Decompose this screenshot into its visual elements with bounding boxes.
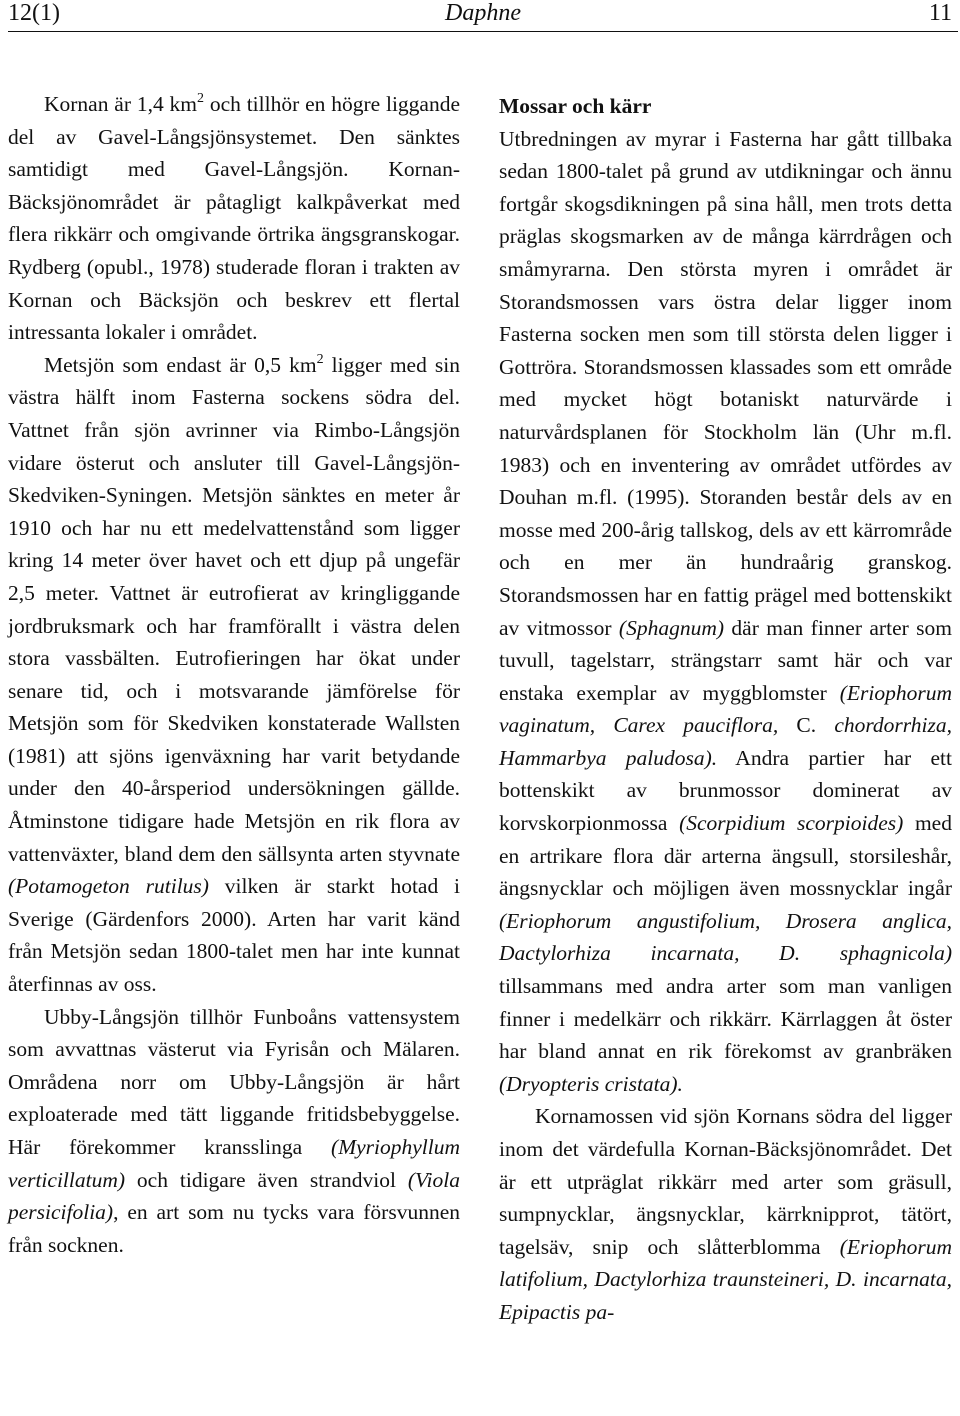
page-number: 11 [928,0,952,26]
text-run: Utbredningen av myrar i Fasterna har gått tillbaka sedan 1800-talet på grund av utdikningar och ännu fortgår skogsdikningen på sina håll, men trots detta präglas skogsmarken av de många kärrdrågen och småmyrarna. Den största myren i området är Storandsmossen vars östra delar ligger inom Fasterna socken men som till största delen ligger i Gottröra. Storandsmossen klassades som ett område med mycket högt botaniskt naturvärde i naturvårdsplanen för Stockholm län (Uhr m.fl. 1983) och en inventering av området utfördes av Douhan m.fl. (1995). Storanden består dels av en mosse med 200-årig tallskog, dels av ett kärrområde och en mer än hundraårig granskog. Storandsmossen har en fattig prägel med bottenskikt av vitmossor [499,126,952,640]
left-column [8,88,460,1261]
text-run: Andra partier har ett bottenskikt av brunmossor dominerat av korvskorpionmossa [499,745,952,836]
superscript: 2 [316,351,324,367]
text-run: tillsammans med andra arter som man vanligen finner i medelkärr och rikkärr. Kärrlaggen åt öster har bland annat en rik förekomst av granbräken [499,974,952,1064]
right-column [499,90,952,1329]
species-name: chordorrhiza, Hammarbya paludosa). [499,713,952,770]
text-run: och tillhör en högre liggande del av Gavel-Långsjönsystemet. Den sänktes samtidigt med Gavel-Långsjön. Kornan-Bäcksjönområdet är påtagligt kalkpåverkat med flera rikkärr och omgivande örtrika ängsgranskogar. Rydberg (opubl., 1978) studerade floran i trakten av Kornan och Bäcksjön och beskrev ett flertal intressanta lokaler i området. [8,92,461,345]
text-run: vilken är starkt hotad i Sverige (Gärdenfors 2000). Arten har varit känd från Metsjön sedan 1800-talet men har inte kunnat återfinnas av oss. [8,874,461,997]
species-name: (Potamogeton rutilus) [8,874,209,899]
paragraph-myrar [499,123,952,1101]
species-name: (Viola persicifolia) [8,1167,460,1225]
text-run: Kornamossen vid sjön Kornans södra del ligger inom det värdefulla Kornan-Bäcksjönområdet. Det är ett utpräglat rikkärr med arter som gräsull, sumpnycklar, ängsnycklar, kärrknipprot, tätört, tagelsäv, snip och slåtterblomma [499,1104,952,1259]
species-name: (Scorpidium scorpioides) [679,811,904,836]
text-run: där man finner arter som tuvull, tagelstarr, strängstarr samt här och var enstaka exemplar av myggblomster [499,615,953,705]
journal-title: Daphne [445,0,521,26]
paragraph-ubby-langsjon [8,1001,460,1262]
species-name: (Eriophorum angustifolium, Drosera anglica, Dactylorhiza incarnata, D. sphagnicola) [499,908,952,966]
text-run: C. [778,713,835,738]
superscript: 2 [197,91,205,106]
text-run: Kornan är 1,4 km [44,92,198,116]
species-name: (Eriophorum vaginatum, Carex pauciflora, [499,680,952,738]
species-name: (Eriophorum latifolium, Dactylorhiza traunsteineri, D. incarnata, Epipactis pa- [499,1234,952,1324]
section-heading: Mossar och kärr [499,94,652,118]
text-run: , en art som nu tycks vara försvunnen från socknen. [8,1200,460,1257]
paragraph-kornamossen [499,1100,952,1328]
running-header [8,0,958,32]
text-run: Metsjön som endast är 0,5 km [44,352,317,377]
text-run: ligger med sin västra hälft inom Fasterna sockens södra del. Vattnet från sjön avrinner via Rimbo-Långsjön vidare österut och ansluter till Gavel-Långsjön-Skedviken-Syningen. Metsjön sänktes en meter år 1910 och har nu ett medelvattenstånd som ligger kring 14 meter över havet och ett djup på ungefär 2,5 meter. Vattnet är eutrofierat av kringliggande jordbruksmark och har framförallt i västra delen stora vassbälten. Eutrofieringen har ökat under senare tid, och i motsvarande jämförelse för Metsjön som för Skedviken konstaterade Wallsten (1981) att sjöns igenväxning har varit betydande under den 40-årsperiod undersökningen gällde. Åtminstone tidigare hade Metsjön en rik flora av vattenväxter, bland dem den sällsynta arten styvnate [8,352,460,866]
paragraph-metsjon [8,349,460,1001]
text-run: och tidigare även strandviol [125,1167,408,1192]
paragraph-kornan [8,88,460,349]
text-run: med en artrikare flora där arterna ängsull, storsileshår, ängsnycklar och möjligen även mossnycklar ingår [499,811,952,901]
species-name: (Sphagnum) [618,615,725,640]
issue-number: 12(1) [8,0,60,26]
species-name: (Myriophyllum verticillatum) [8,1135,460,1192]
species-name: (Dryopteris cristata). [499,1071,683,1096]
text-run: Ubby-Långsjön tillhör Funboåns vattensystem som avvattnas västerut via Fyrisån och Mälaren. Områdena norr om Ubby-Långsjön är hårt exploaterade med tätt liggande fritidsbebyggelse. Här förekommer kransslinga [8,1004,460,1159]
